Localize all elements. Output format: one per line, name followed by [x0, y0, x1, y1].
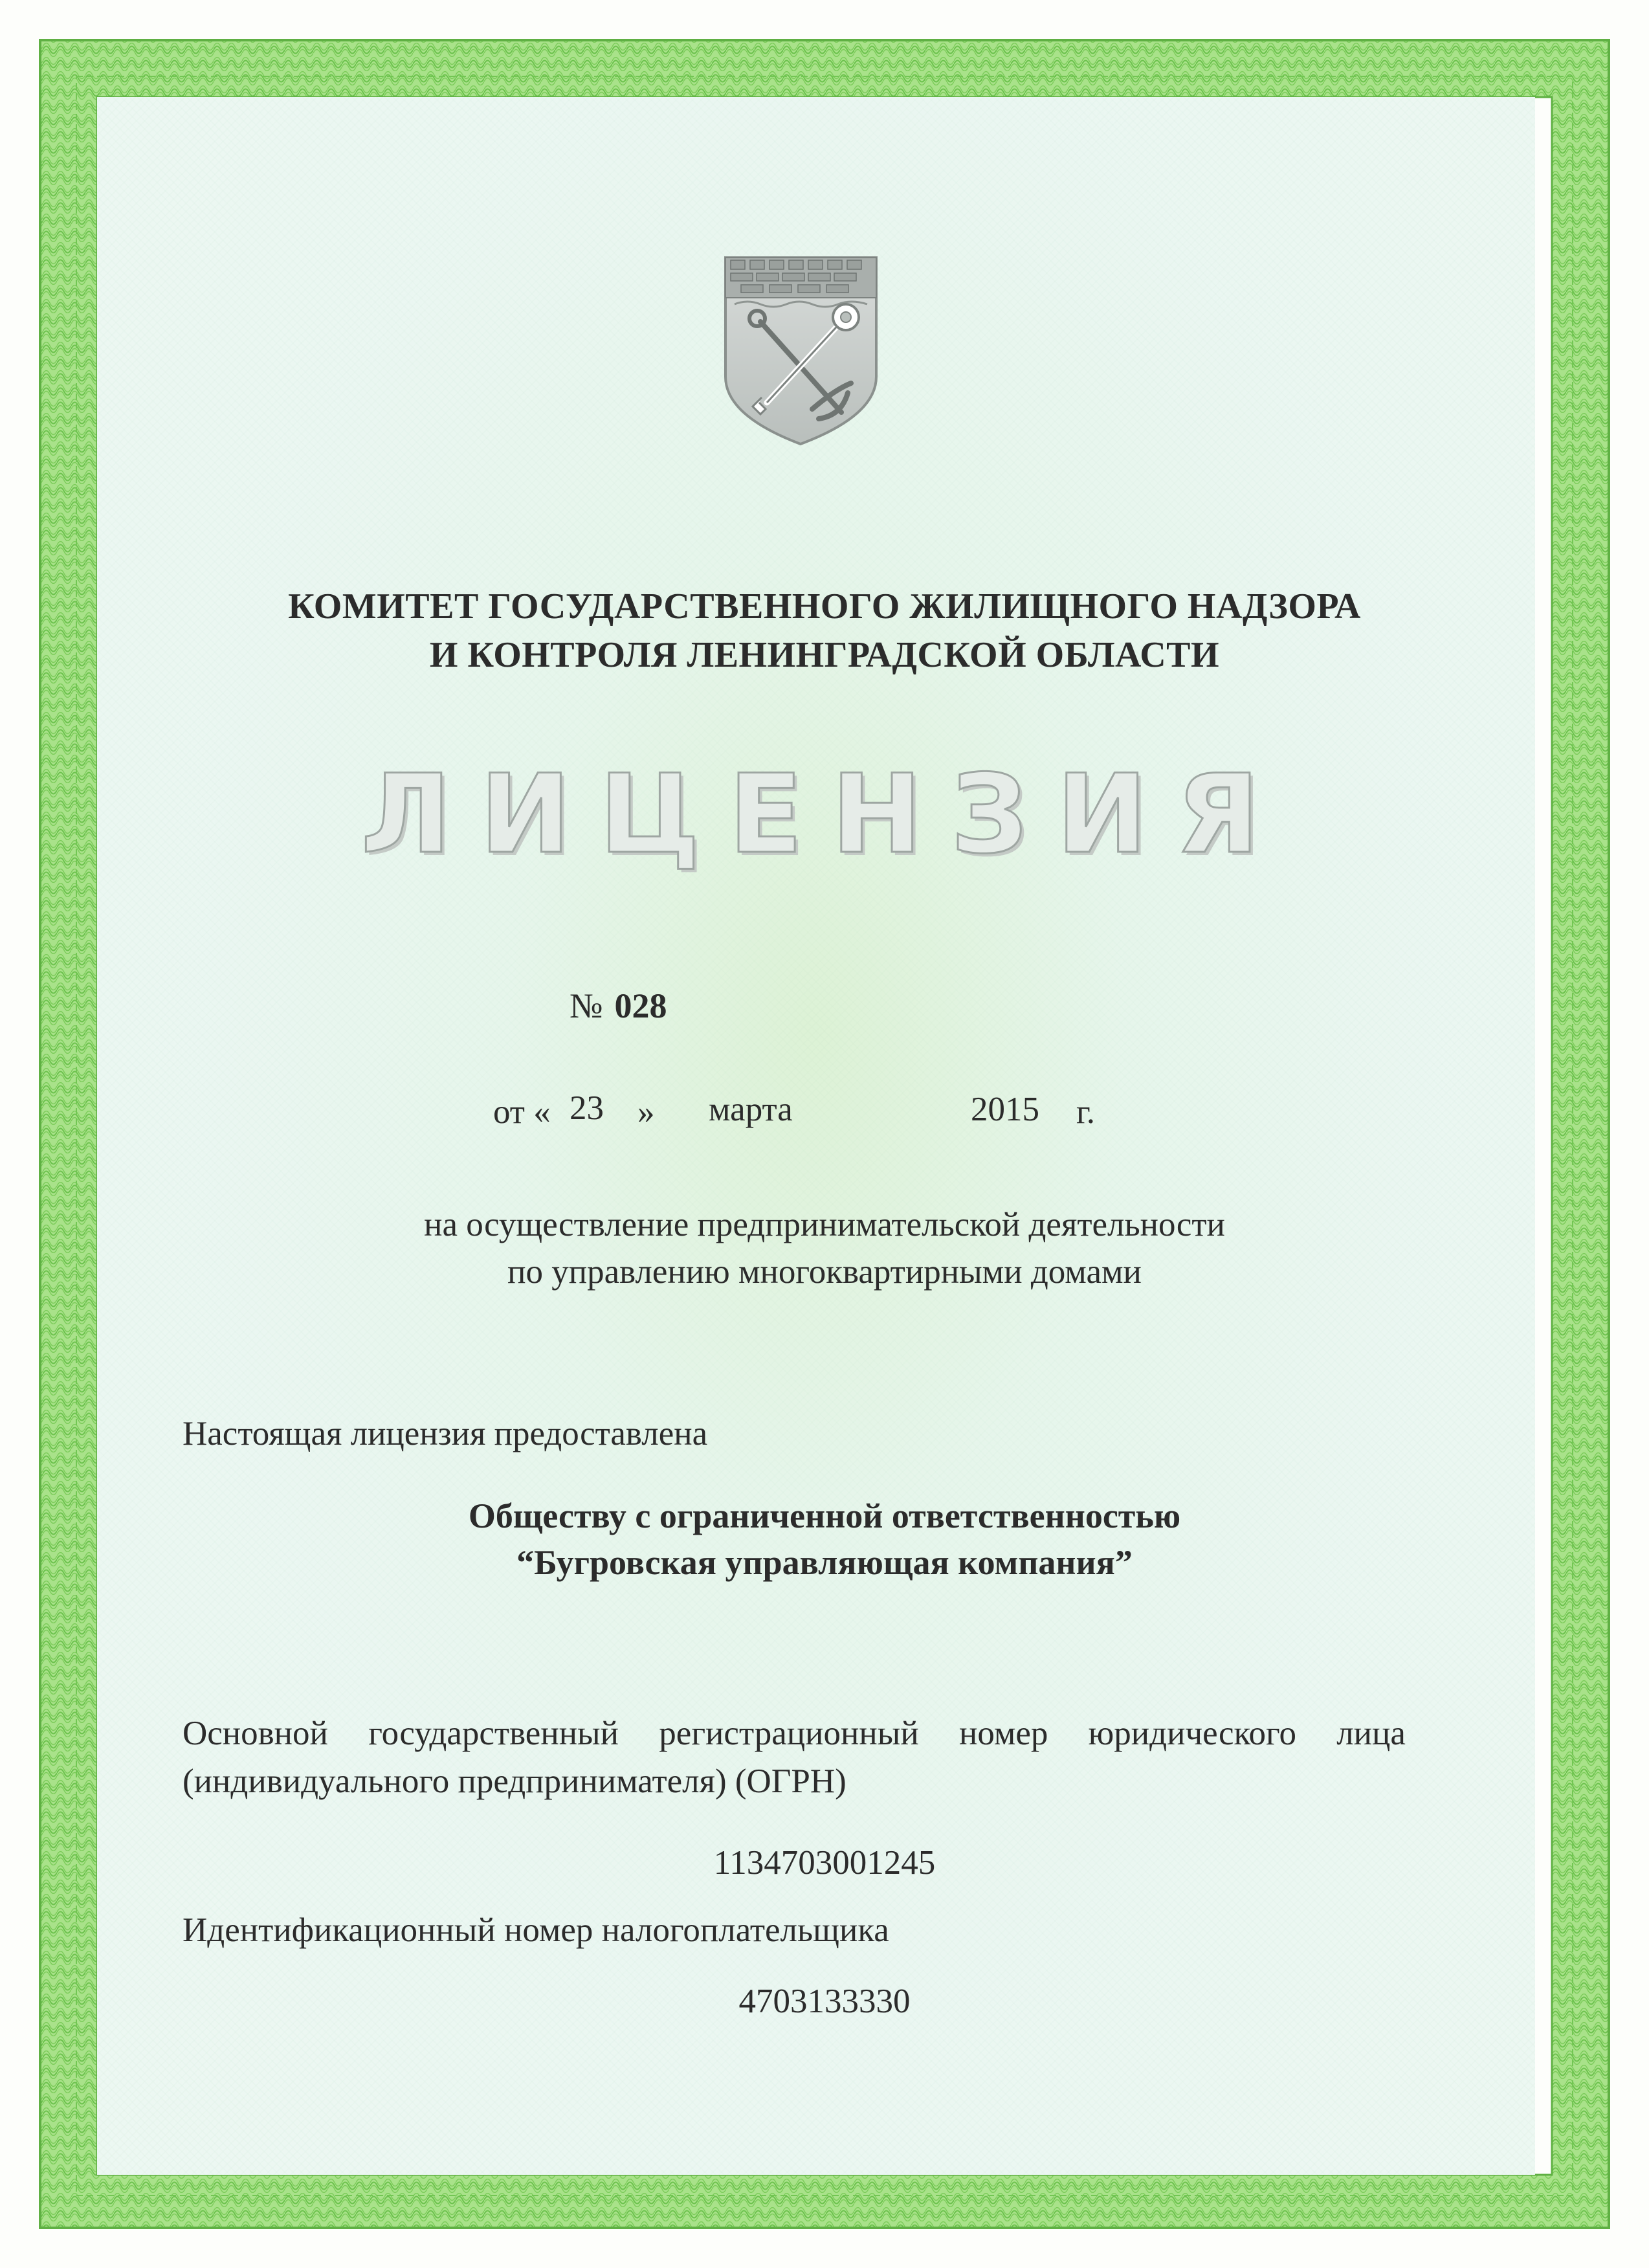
date-day: 23: [570, 1089, 604, 1127]
ogrn-word: лица: [1336, 1715, 1406, 1752]
ogrn-label-line1: [183, 1714, 1406, 1753]
date-suffix: г.: [1076, 1093, 1096, 1131]
ogrn-word: юридического: [1088, 1715, 1296, 1752]
ogrn-word: номер: [958, 1715, 1048, 1752]
date-close-quote: »: [637, 1093, 655, 1131]
date-month: марта: [709, 1091, 793, 1128]
number-sign: №: [570, 986, 603, 1025]
coat-of-arms-emblem: [722, 254, 880, 448]
ogrn-label-line2: (индивидуального предпринимателя) (ОГРН): [183, 1762, 847, 1800]
purpose-line1: на осуществление предпринимательской деятельности: [424, 1206, 1225, 1243]
committee-title-line2: И КОНТРОЛЯ ЛЕНИНГРАДСКОЙ ОБЛАСТИ: [429, 635, 1220, 675]
inn-label: Идентификационный номер налогоплательщика: [183, 1911, 889, 1949]
date-year: 2015: [971, 1091, 1039, 1128]
committee-title-line1: КОМИТЕТ ГОСУДАРСТВЕННОГО ЖИЛИЩНОГО НАДЗОРА: [288, 586, 1361, 627]
number-value: 028: [614, 986, 667, 1025]
license-title: ЛИЦЕНЗИЯ: [360, 751, 1289, 878]
inn-value: 4703133330: [738, 1983, 911, 2020]
license-number: [570, 986, 667, 1026]
organization-name-line1: Обществу с ограниченной ответственностью: [468, 1496, 1181, 1535]
ogrn-word: регистрационный: [659, 1715, 919, 1752]
ogrn-word: Основной: [183, 1715, 328, 1752]
date-prefix: от «: [493, 1093, 551, 1131]
ogrn-value: 1134703001245: [713, 1844, 936, 1882]
organization-name-line2: “Бугровская управляющая компания”: [516, 1543, 1133, 1582]
ogrn-word: государственный: [368, 1715, 619, 1752]
granted-label: Настоящая лицензия предоставлена: [183, 1415, 708, 1452]
purpose-line2: по управлению многоквартирными домами: [507, 1253, 1142, 1291]
